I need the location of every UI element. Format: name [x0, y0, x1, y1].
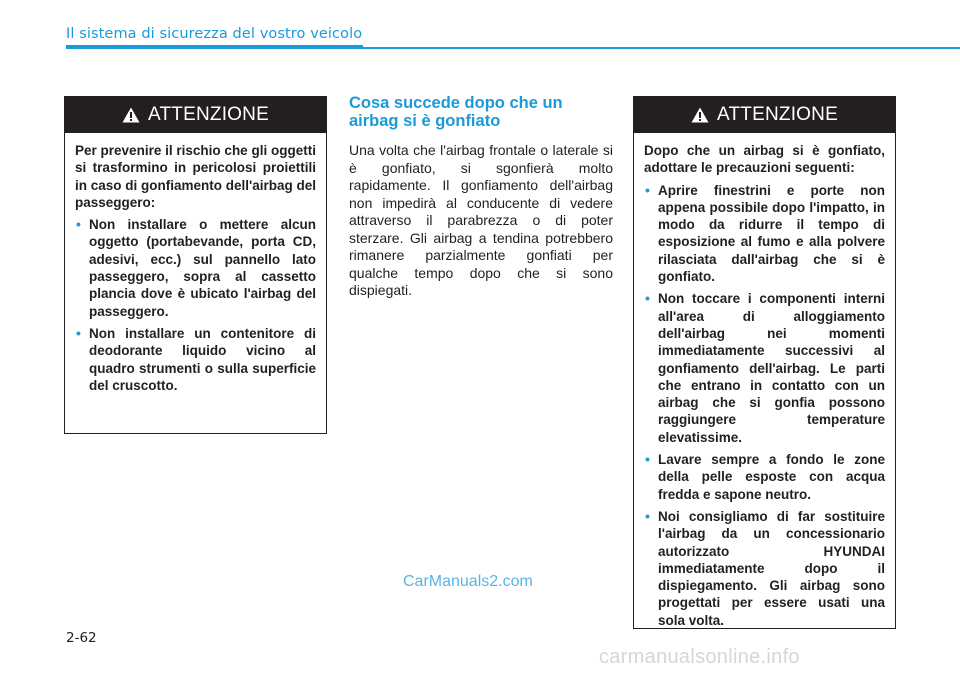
bullet-icon: •: [76, 324, 81, 341]
list-item: [75, 325, 316, 394]
list-item: [644, 290, 885, 446]
warning-triangle-icon: [122, 107, 140, 123]
left-warning-box: [64, 96, 327, 434]
right-warning-title: ATTENZIONE: [717, 104, 838, 125]
bullet-icon: •: [645, 451, 650, 468]
list-item-text: Lavare sempre a fondo le zone della pelle esposte con acqua fredda e sapone neutro.: [658, 452, 885, 502]
list-item-text: Noi consigliamo di far sostituire l'airbag da un concessionario autorizzato HYUNDAI immediatamente dopo il dispiegamento. Gli airbag sono progettati per essere usati una sola volta.: [658, 508, 885, 628]
bullet-icon: •: [76, 216, 81, 233]
right-warning-body: [634, 133, 895, 629]
left-warning-intro: Per prevenire il rischio che gli oggetti si trasformino in pericolosi proiettili in caso di gonfiamento dell'airbag del passeggero:: [75, 143, 316, 210]
left-warning-header: [65, 97, 326, 133]
bullet-icon: •: [645, 181, 650, 198]
middle-column: [349, 94, 613, 300]
left-warning-list: [75, 216, 316, 394]
list-item: [644, 451, 885, 503]
list-item-text: Non installare un contenitore di deodorante liquido vicino al quadro strumenti o sulla superficie del cruscotto.: [89, 325, 316, 393]
left-warning-title: ATTENZIONE: [148, 104, 269, 125]
list-item-text: Non installare o mettere alcun oggetto (portabevande, porta CD, adesivi, ecc.) sul pannello lato passeggero, sopra al cassetto plancia dove è ubicato l'airbag del passeggero.: [89, 217, 316, 319]
list-item: [644, 182, 885, 286]
right-warning-header: [634, 97, 895, 133]
section-body: Una volta che l'airbag frontale o laterale si è gonfiato, si sgonfierà molto rapidamente. Il gonfiamento dell'airbag non impedirà al conducente di vedere attraverso il parabrezza o di poter sterzare. Gli airbag a tendina potrebbero rimanere parzialmente gonfiati per qualche tempo dopo che si sono dispiegati.: [349, 142, 613, 298]
right-warning-list: [644, 182, 885, 629]
list-item: [644, 508, 885, 629]
footer-watermark: carmanualsonline.info: [599, 646, 800, 668]
right-warning-intro: Dopo che un airbag si è gonfiato, adottare le precauzioni seguenti:: [644, 143, 885, 176]
list-item-text: Non toccare i componenti interni all'area di alloggiamento dell'airbag nei momenti immediatamente successivi al gonfiamento dell'airbag. Le parti che entrano in contatto con un airbag che si gonfia possono raggiungere temperature elevatissime.: [658, 291, 885, 445]
left-warning-body: [65, 133, 326, 394]
bullet-icon: •: [645, 290, 650, 307]
right-warning-box: [633, 96, 896, 629]
header-accent-bar: [66, 45, 363, 49]
page-number: 2-62: [66, 630, 97, 646]
warning-triangle-icon: [691, 107, 709, 123]
header-rule: [363, 47, 960, 49]
section-title: Il sistema di sicurezza del vostro veicolo: [66, 26, 363, 42]
watermark-link[interactable]: CarManuals2.com: [403, 573, 533, 590]
bullet-icon: •: [645, 507, 650, 524]
list-item: [75, 216, 316, 320]
section-heading: Cosa succede dopo che un airbag si è gonfiato: [349, 94, 563, 130]
list-item-text: Aprire finestrini e porte non appena possibile dopo l'impatto, in modo da ridurre il tempo di esposizione al fumo e alla polvere rilasciata dall'airbag che si è gonfiato.: [658, 182, 885, 285]
